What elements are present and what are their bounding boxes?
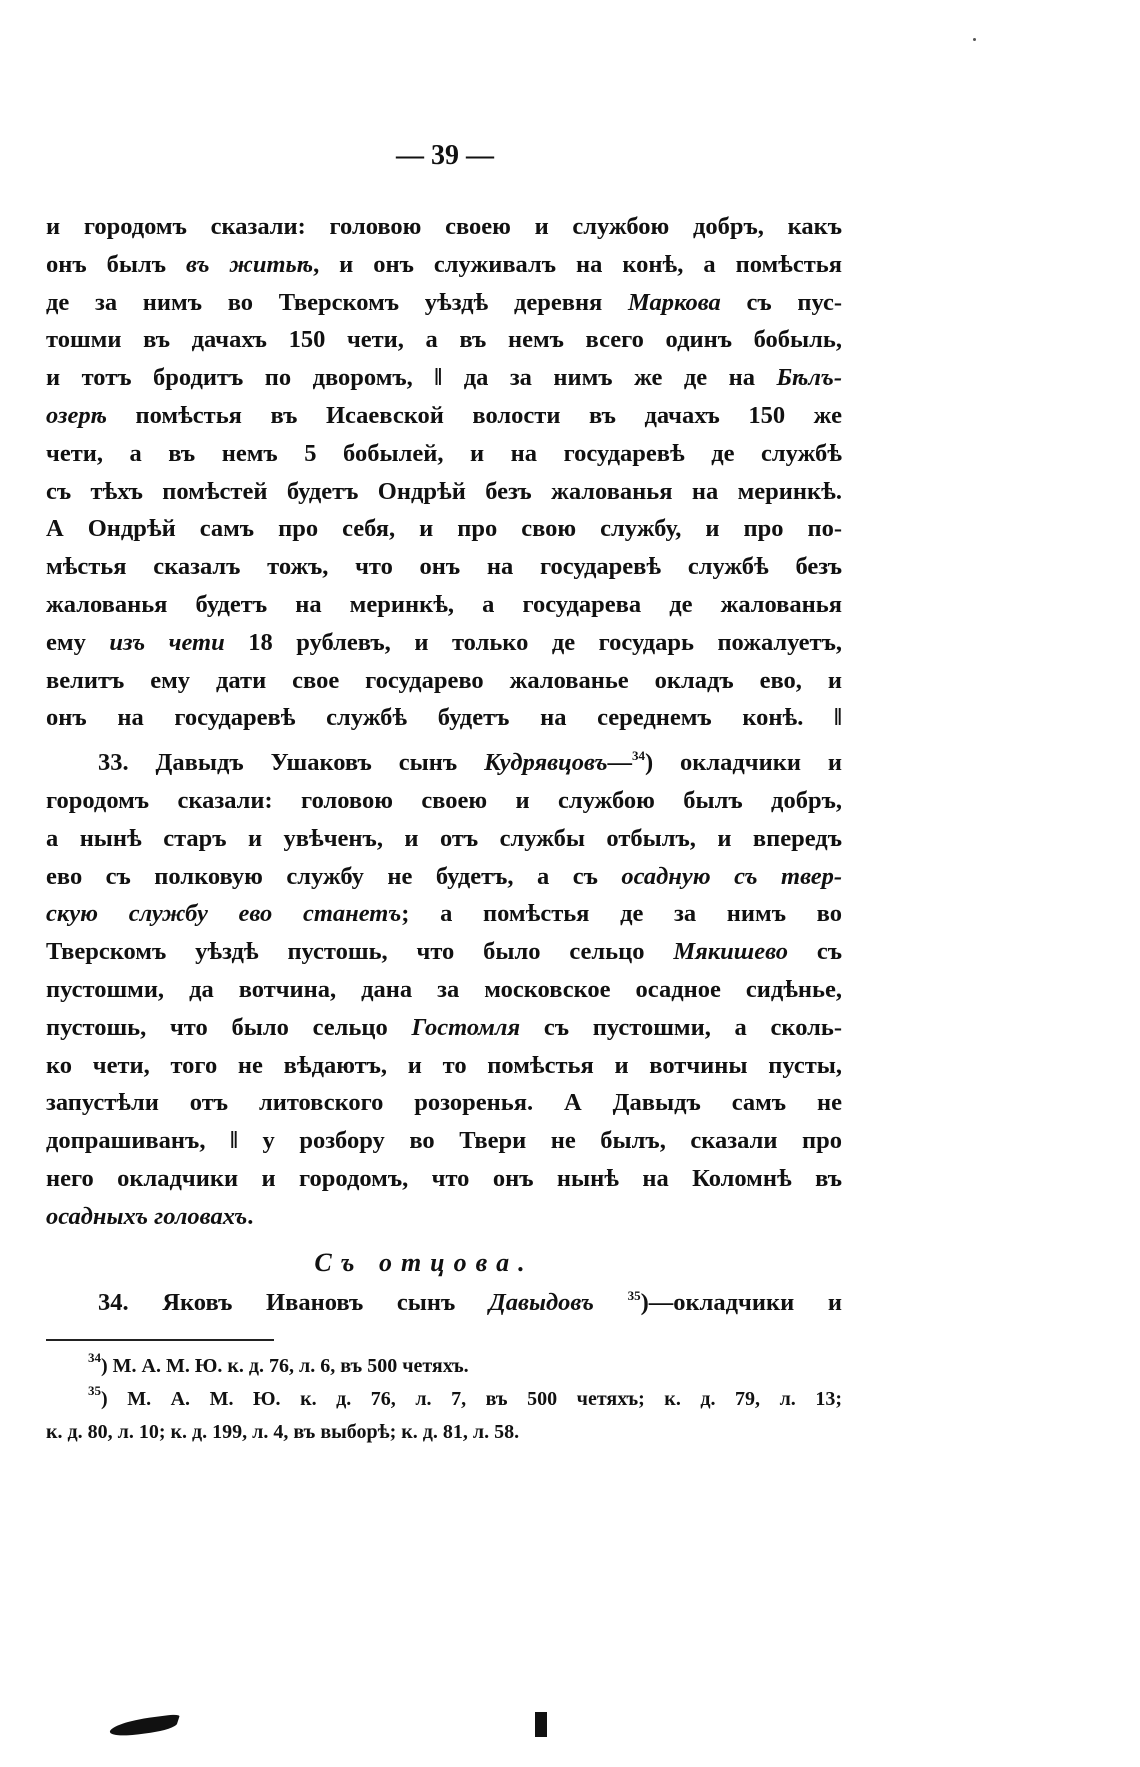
text-line bbox=[46, 782, 842, 820]
text-segment: 33. Давыдъ Ушаковъ сынъ bbox=[98, 749, 485, 777]
footnote-ref: 35 bbox=[627, 1287, 641, 1303]
text-segment: пустошь, что было сельцо bbox=[46, 1013, 412, 1041]
text-line bbox=[46, 586, 842, 624]
footnote-line bbox=[46, 1350, 842, 1383]
text-line bbox=[46, 284, 842, 322]
body-text bbox=[46, 208, 842, 1321]
text-line bbox=[46, 548, 842, 586]
text-line bbox=[46, 699, 842, 737]
page-number: — 39 — bbox=[396, 140, 494, 171]
text-segment: — bbox=[607, 749, 632, 777]
text-segment: съ bbox=[787, 938, 842, 966]
italic-text: въ житьѣ bbox=[186, 250, 314, 278]
text-line bbox=[46, 1160, 842, 1198]
entry-34-lines bbox=[46, 1284, 842, 1322]
footnote-ref: 35 bbox=[88, 1383, 101, 1398]
text-segment: а нынѣ старъ и увѣченъ, и отъ службы отбылъ, и впередъ bbox=[46, 824, 842, 852]
text-segment: . bbox=[247, 1202, 254, 1230]
text-segment: ) М. А. М. Ю. к. д. 76, л. 7, въ 500 четяхъ; к. д. 79, л. 13; bbox=[101, 1388, 842, 1410]
text-segment: жалованья будетъ на меринкѣ, а государева де жалованья bbox=[46, 590, 842, 618]
text-line bbox=[46, 510, 842, 548]
text-line bbox=[46, 858, 842, 896]
text-line bbox=[46, 397, 842, 435]
text-segment: )—окладчики и bbox=[640, 1288, 842, 1316]
italic-text: осадную съ твер- bbox=[621, 862, 842, 890]
text-line bbox=[46, 971, 842, 1009]
footnote-line bbox=[46, 1383, 842, 1416]
text-segment: съ тѣхъ помѣстей будетъ Ондрѣй безъ жалованья на меринкѣ. bbox=[46, 477, 842, 505]
text-line bbox=[46, 359, 842, 397]
footnote-rule bbox=[46, 1339, 274, 1341]
text-segment: к. д. 80, л. 10; к. д. 199, л. 4, въ выборѣ; к. д. 81, л. 58. bbox=[46, 1421, 520, 1443]
text-segment: пустошми, да вотчина, дана за московское осадное сидѣнье, bbox=[46, 975, 842, 1003]
text-line bbox=[46, 624, 842, 662]
text-segment: чети, а въ немъ 5 бобылей, и на государевѣ де службѣ bbox=[46, 439, 842, 467]
text-line bbox=[46, 662, 842, 700]
italic-text: Маркова bbox=[628, 288, 721, 316]
text-segment bbox=[594, 1289, 628, 1316]
text-line bbox=[46, 1047, 842, 1085]
text-line bbox=[46, 1009, 842, 1047]
italic-text: осадныхъ головахъ bbox=[46, 1202, 248, 1230]
paragraph-lines bbox=[46, 208, 842, 1236]
text-segment: Тверскомъ уѣздѣ пустошь, что было сельцо bbox=[46, 938, 674, 966]
text-line bbox=[46, 1084, 842, 1122]
text-segment: него окладчики и городомъ, что онъ нынѣ на Коломнѣ въ bbox=[46, 1164, 842, 1192]
text-line bbox=[46, 208, 842, 246]
text-segment: онъ былъ bbox=[46, 250, 187, 278]
text-segment: и тотъ бродитъ по дворомъ, ‖ да за нимъ же де на bbox=[46, 364, 777, 392]
italic-text: Мякишево bbox=[673, 938, 788, 966]
text-line bbox=[46, 246, 842, 284]
footnote-ref: 34 bbox=[88, 1350, 101, 1365]
text-segment: 18 рублевъ, и только де государь пожалуетъ, bbox=[224, 628, 842, 656]
text-line bbox=[46, 321, 842, 359]
text-line bbox=[46, 1284, 842, 1322]
text-line bbox=[46, 744, 842, 782]
scan-smudge bbox=[108, 1714, 181, 1739]
italic-text: Кудрявцовъ bbox=[484, 749, 608, 777]
text-line bbox=[46, 820, 842, 858]
text-segment: де за нимъ во Тверскомъ уѣздѣ деревня bbox=[46, 288, 629, 316]
text-segment: , и онъ служивалъ на конѣ, а помѣстья bbox=[313, 250, 842, 278]
text-segment: ему bbox=[46, 628, 110, 656]
text-segment: помѣстья въ Исаевской волости въ дачахъ 150 же bbox=[106, 401, 842, 429]
text-line bbox=[46, 473, 842, 511]
italic-text: скую службу ево станетъ bbox=[46, 900, 402, 928]
text-segment: 34. Яковъ Ивановъ сынъ bbox=[98, 1288, 490, 1316]
text-line bbox=[46, 435, 842, 473]
italic-text: Бѣлъ- bbox=[776, 364, 842, 392]
text-segment: городомъ сказали: головою своею и службою былъ добръ, bbox=[46, 786, 842, 814]
footnote-ref: 34 bbox=[631, 748, 645, 764]
text-segment: велитъ ему дати свое государево жалованье окладъ ево, и bbox=[46, 666, 842, 694]
text-segment: А Ондрѣй самъ про себя, и про свою службу, и про по- bbox=[46, 515, 842, 543]
text-segment: мѣстья сказалъ тожъ, что онъ на государевѣ службѣ безъ bbox=[46, 553, 842, 581]
text-segment: ) М. А. М. Ю. к. д. 76, л. 6, въ 500 четяхъ. bbox=[101, 1355, 469, 1377]
text-segment: ко чети, того не вѣдаютъ, и то помѣстья и вотчины пусты, bbox=[46, 1051, 842, 1079]
text-line bbox=[46, 895, 842, 933]
footnote-line bbox=[46, 1416, 706, 1449]
text-segment: тошми въ дачахъ 150 чети, а въ немъ всего одинъ бобыль, bbox=[46, 326, 842, 354]
text-segment: запустѣли отъ литовского розоренья. А Давыдъ самъ не bbox=[46, 1089, 842, 1117]
section-heading: Съ отцова. bbox=[314, 1247, 534, 1277]
italic-text: озерѣ bbox=[46, 401, 107, 429]
italic-text: Давыдовъ bbox=[489, 1288, 594, 1316]
text-segment: съ пустошми, а сколь- bbox=[520, 1013, 842, 1041]
text-segment: съ пус- bbox=[720, 288, 842, 316]
italic-text: Гостомля bbox=[411, 1013, 521, 1041]
footnotes bbox=[46, 1350, 842, 1449]
text-segment: ево съ полковую службу не будетъ, а съ bbox=[46, 862, 622, 890]
text-line bbox=[46, 933, 842, 971]
text-line bbox=[46, 1198, 842, 1236]
text-segment: допрашиванъ, ‖ у розбору во Твери не былъ, сказали про bbox=[46, 1127, 842, 1155]
scan-speck bbox=[973, 38, 976, 41]
scan-mark bbox=[535, 1712, 547, 1737]
text-line bbox=[46, 1122, 842, 1160]
text-segment: онъ на государевѣ службѣ будетъ на середнемъ конѣ. ‖ bbox=[46, 704, 842, 732]
text-segment: ) окладчики и bbox=[644, 749, 842, 777]
text-segment: и городомъ сказали: головою своею и службою добръ, какъ bbox=[46, 213, 842, 240]
text-segment: ; а помѣстья де за нимъ во bbox=[401, 900, 842, 928]
italic-text: изъ чети bbox=[109, 628, 225, 656]
